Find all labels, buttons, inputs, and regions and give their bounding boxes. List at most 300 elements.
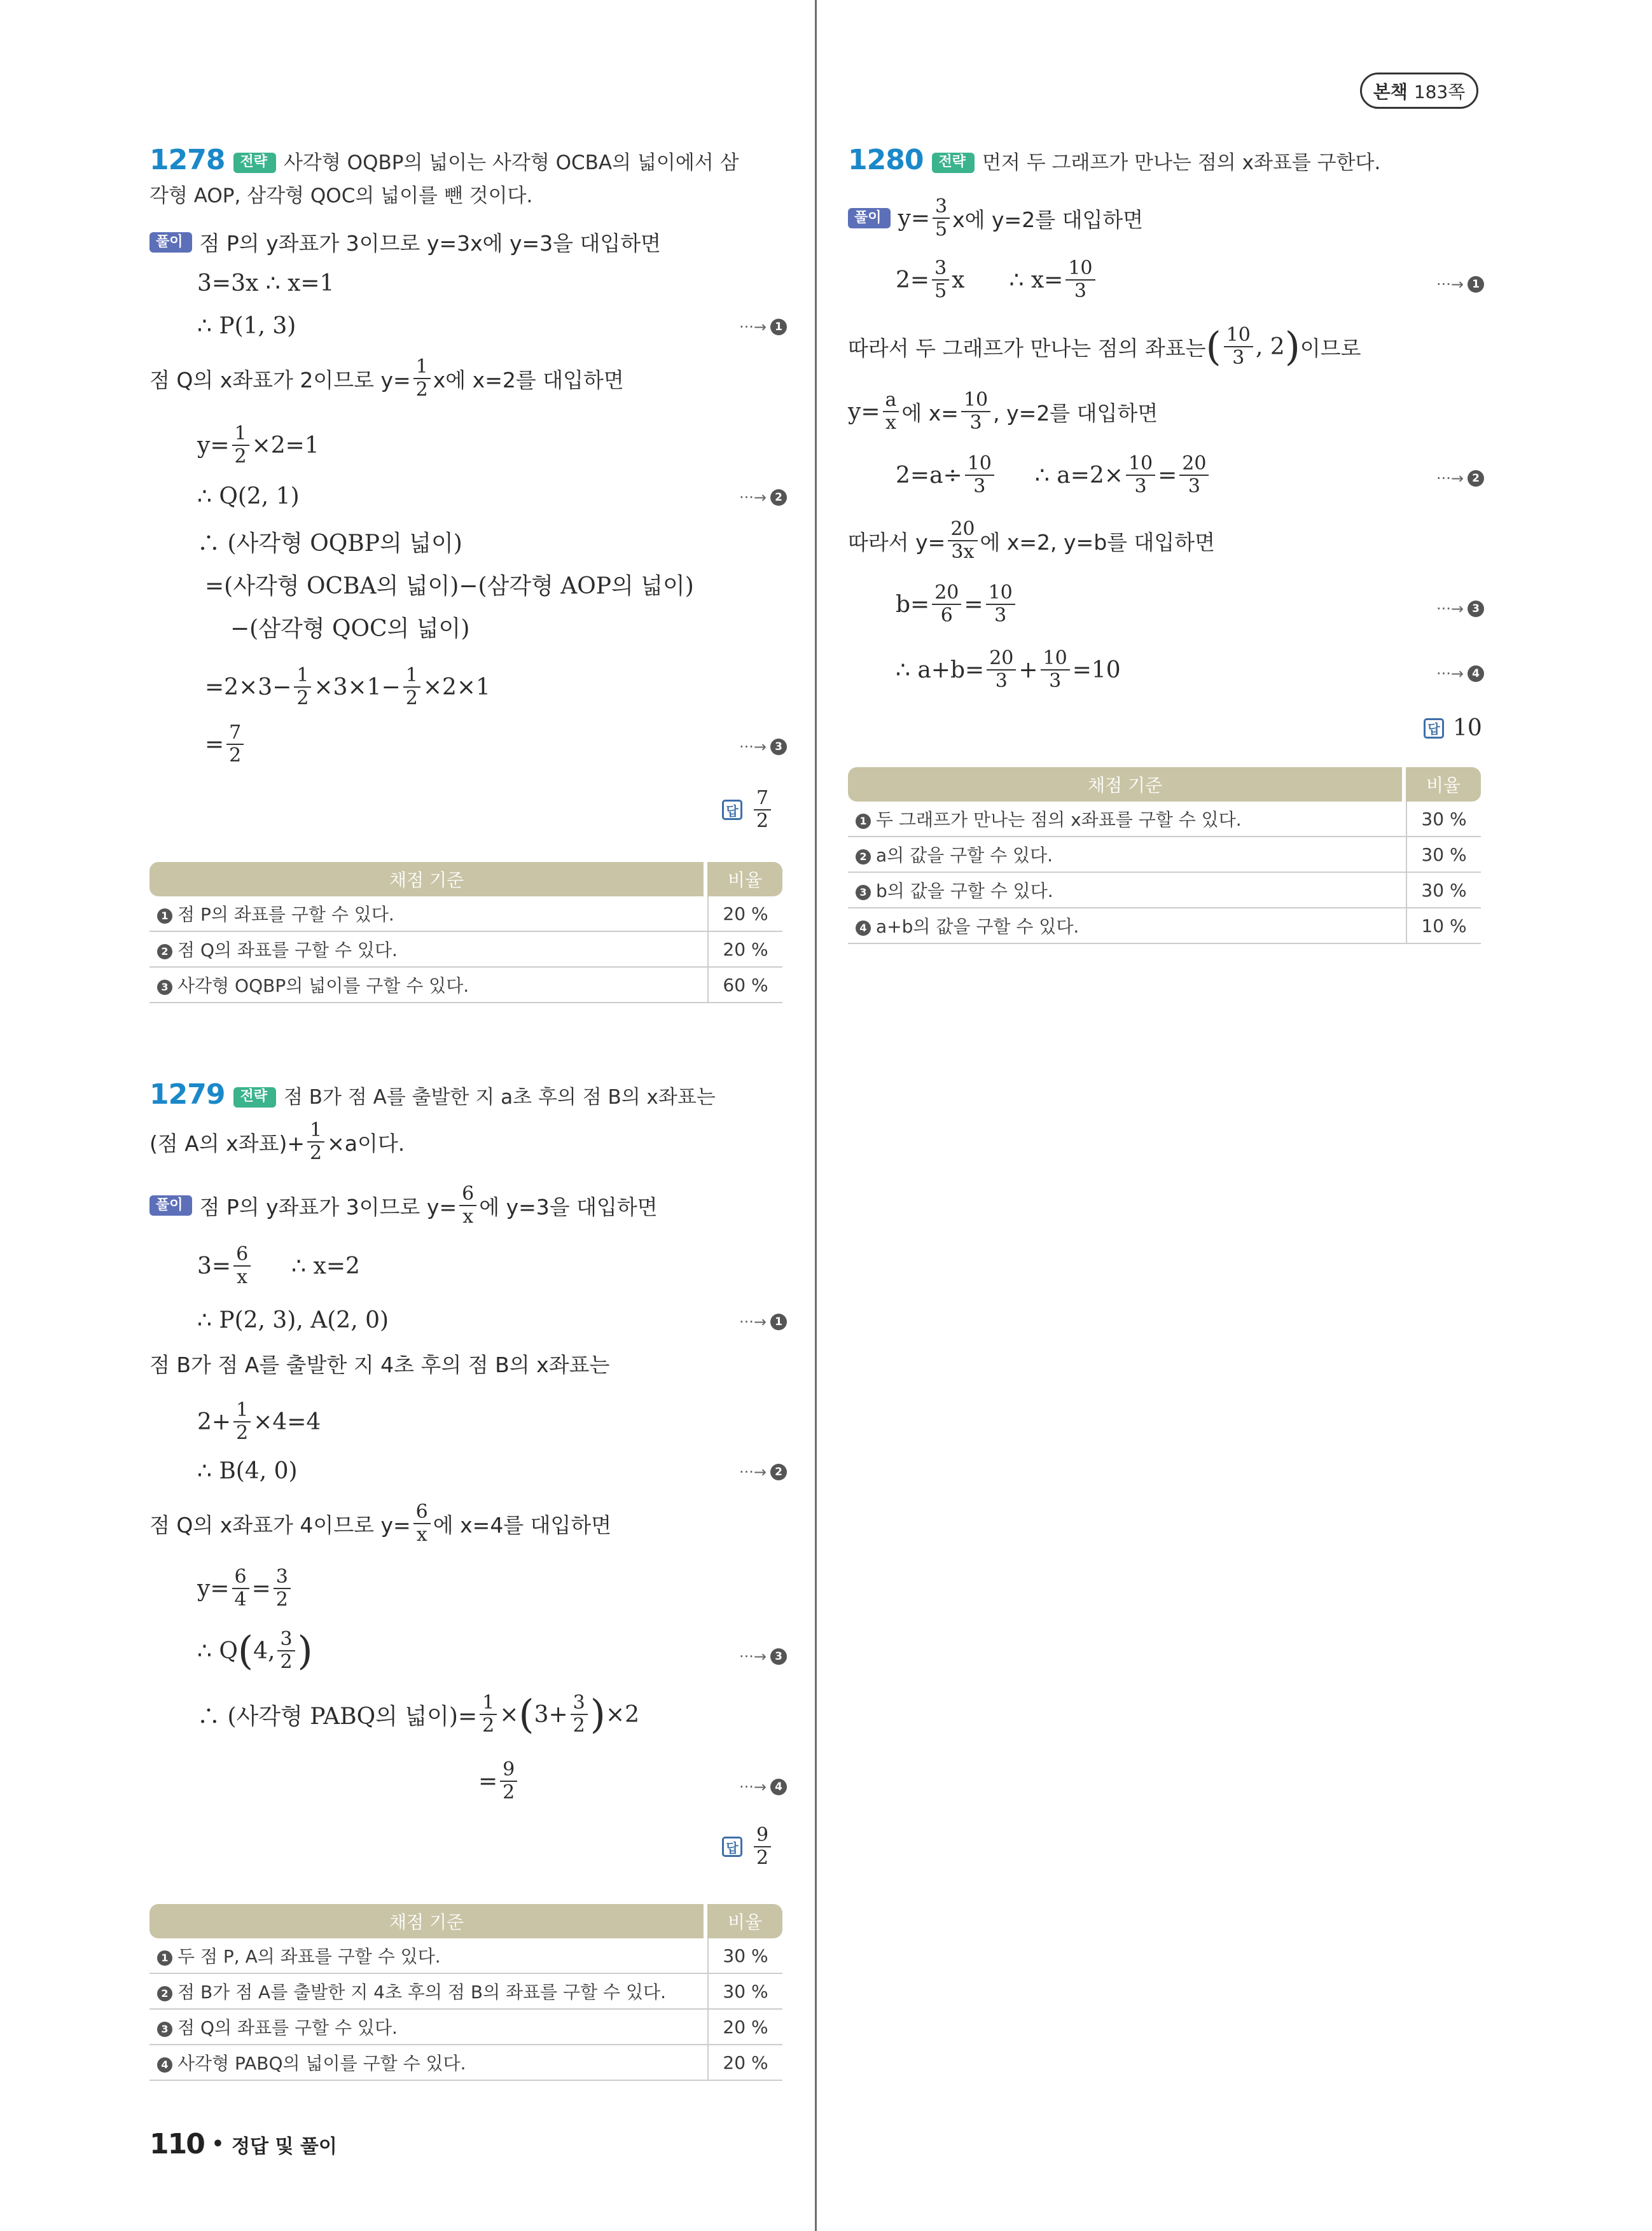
step-number: 2: [770, 1464, 787, 1480]
paren: ): [1284, 323, 1300, 370]
solution-line: [149, 227, 661, 257]
numerator: 6: [232, 1566, 249, 1589]
paren: ): [297, 1627, 313, 1674]
answer-1280: [1424, 715, 1482, 741]
fraction: [232, 423, 249, 468]
numerator: 1: [403, 665, 420, 688]
ratio-cell: 30 %: [1406, 802, 1481, 837]
numerator: 20: [1179, 453, 1209, 476]
step-marker-3: [1436, 600, 1484, 618]
solution-text: 에 y=3을 대입하면: [479, 1194, 658, 1220]
denominator: 2: [236, 1422, 249, 1444]
criteria-text: b의 값을 구할 수 있다.: [876, 880, 1053, 901]
fraction: [932, 582, 961, 627]
step-marker-3: [739, 1648, 787, 1665]
denominator: 3: [973, 475, 986, 497]
denominator: 2: [405, 687, 418, 709]
equation-line: ∴ Q(2, 1): [197, 483, 300, 510]
criteria-cell: [848, 837, 1406, 873]
criteria-cell: [149, 932, 707, 968]
numerator: 6: [459, 1183, 476, 1206]
solution-tag: 풀이: [848, 208, 891, 228]
step-arrow: ···→: [739, 738, 767, 756]
solution-text: 따라서 y=: [848, 529, 946, 555]
equation-text: ×2×1: [422, 674, 490, 700]
equation-text: , 2: [1255, 333, 1285, 360]
ratio-header-cell: 비율: [707, 1904, 782, 1938]
denominator: 2: [482, 1714, 495, 1737]
strategy-text: 사각형 OQBP의 넓이는 사각형 OCBA의 넓이에서 삼: [283, 151, 739, 174]
equation-text: ∴ Q: [197, 1637, 238, 1664]
step-number: 1: [157, 908, 172, 924]
footer-separator: •: [211, 2133, 225, 2155]
solution-text: , y=2를 대입하면: [993, 400, 1158, 426]
solution-text: 에 x=4를 대입하면: [433, 1512, 612, 1538]
ratio-cell: 20 %: [707, 2045, 782, 2081]
criteria-table-1280: [848, 767, 1481, 944]
strategy-text: 먼저 두 그래프가 만나는 점의 x좌표를 구한다.: [982, 151, 1381, 174]
fraction: [987, 648, 1016, 692]
equation-line: [197, 1566, 293, 1611]
fraction: [233, 1244, 251, 1288]
equation-line: ∴ P(2, 3), A(2, 0): [197, 1307, 389, 1333]
ratio-header-cell: 비율: [1406, 767, 1481, 802]
fraction: [932, 258, 949, 302]
equation-text: =: [478, 1768, 498, 1795]
criteria-header-cell: 채점 기준: [149, 1904, 707, 1938]
denominator: 3: [1134, 475, 1147, 497]
answer-1279: [722, 1824, 774, 1869]
step-arrow: ···→: [739, 1778, 767, 1796]
fraction: [948, 518, 977, 563]
strategy-text: (점 A의 x좌표)+: [149, 1130, 305, 1156]
equation-line: ∴ B(4, 0): [197, 1458, 298, 1484]
step-number: 1: [770, 1314, 787, 1330]
criteria-row: [149, 896, 782, 932]
equation-line: [197, 1629, 313, 1673]
equation-line: [478, 1759, 520, 1804]
solution-line: [149, 356, 624, 401]
numerator: 1: [307, 1120, 324, 1143]
numerator: 3: [932, 258, 949, 281]
fraction: [277, 1629, 295, 1673]
step-arrow: ···→: [739, 1648, 767, 1665]
solution-line: [149, 1349, 609, 1379]
step-marker-2: [739, 1463, 787, 1481]
numerator: 9: [500, 1759, 517, 1782]
ratio-cell: 20 %: [707, 896, 782, 932]
equation-text: ∴ a=2×: [1034, 462, 1123, 489]
paren: (: [237, 1627, 254, 1674]
ratio-cell: 30 %: [707, 1938, 782, 1974]
numerator: a: [883, 389, 899, 412]
numerator: 10: [961, 389, 990, 412]
denominator: 3: [1188, 475, 1200, 497]
equation-text: y=: [848, 398, 880, 425]
step-number: 1: [856, 814, 871, 829]
problem-1278-head: [149, 144, 786, 212]
step-number: 1: [157, 1950, 172, 1966]
equation-line: [896, 453, 1211, 497]
denominator: x: [237, 1266, 248, 1288]
numerator: 1: [413, 356, 431, 379]
criteria-text: a의 값을 구할 수 있다.: [876, 845, 1053, 866]
criteria-header-cell: 채점 기준: [149, 862, 707, 896]
ratio-cell: 30 %: [707, 1974, 782, 2010]
paren: (: [518, 1691, 534, 1737]
equation-line: [197, 1692, 639, 1737]
denominator: 3: [994, 604, 1007, 627]
equation-line: [197, 1244, 360, 1288]
fraction: [883, 389, 899, 434]
page-number: 110: [149, 2128, 204, 2160]
fraction: [1065, 258, 1095, 302]
solution-text: 이므로: [1300, 335, 1361, 361]
numerator: 1: [233, 1400, 251, 1422]
fraction: [226, 722, 244, 767]
numerator: 10: [1126, 453, 1155, 476]
step-number: 2: [856, 849, 871, 865]
step-arrow: ···→: [1436, 600, 1464, 618]
step-marker-3: [739, 738, 787, 756]
step-arrow: ···→: [1436, 469, 1464, 487]
criteria-row: [149, 932, 782, 968]
strategy-text-cont: 각형 AOP, 삼각형 QOC의 넓이를 뺀 것이다.: [149, 184, 533, 207]
solution-line: [848, 518, 1215, 563]
ratio-cell: 60 %: [707, 968, 782, 1003]
step-number: 3: [770, 739, 787, 755]
criteria-cell: [149, 968, 707, 1003]
solution-tag: 풀이: [149, 232, 192, 253]
step-number: 4: [856, 921, 871, 936]
denominator: 2: [415, 379, 428, 401]
numerator: 3: [274, 1566, 291, 1589]
criteria-text: 사각형 PABQ의 넓이를 구할 수 있다.: [177, 2053, 466, 2074]
ratio-header-cell: 비율: [707, 862, 782, 896]
criteria-text: 점 Q의 좌표를 구할 수 있다.: [177, 940, 398, 961]
answer-icon: 답: [722, 800, 742, 820]
numerator: 10: [986, 582, 1015, 605]
equation-text: ×: [499, 1701, 519, 1728]
denominator: 2: [756, 810, 769, 832]
solution-text: 점 B가 점 A를 출발한 지 4초 후의 점 B의 x좌표는: [149, 1352, 610, 1377]
criteria-row: [149, 1974, 782, 2010]
equation-text: =: [964, 591, 983, 618]
step-marker-2: [1436, 469, 1484, 487]
solution-text: 점 P의 y좌표가 3이므로 y=3x에 y=3을 대입하면: [199, 231, 662, 256]
step-number: 2: [770, 489, 787, 506]
numerator: 7: [754, 788, 771, 810]
numerator: 1: [294, 665, 311, 688]
criteria-table-1279: [149, 1904, 782, 2081]
equation-text: =10: [1072, 657, 1121, 683]
strategy-tag: 전략: [932, 153, 975, 173]
criteria-cell: [149, 2045, 707, 2081]
step-marker-4: [1436, 665, 1484, 683]
fraction: [413, 356, 431, 401]
criteria-row: [149, 968, 782, 1003]
criteria-row: [149, 2010, 782, 2045]
numerator: 3: [933, 196, 950, 219]
equation-line: [896, 258, 1098, 302]
equation-text: 2=a÷: [896, 462, 962, 489]
denominator: 3: [1232, 347, 1245, 369]
criteria-text: a+b의 값을 구할 수 있다.: [876, 916, 1079, 937]
answer-icon: 답: [1424, 718, 1444, 739]
step-number: 4: [770, 1779, 787, 1795]
step-number: 3: [770, 1648, 787, 1665]
problem-1280-head: [848, 144, 1484, 179]
equation-text: y=: [197, 432, 230, 459]
step-number: 3: [157, 980, 172, 995]
step-arrow: ···→: [739, 489, 767, 506]
equation-text: y=: [898, 205, 931, 232]
denominator: 2: [573, 1714, 585, 1737]
numerator: 20: [948, 518, 977, 541]
problem-number: 1280: [848, 144, 924, 176]
criteria-header: [149, 1904, 782, 1938]
step-number: 3: [157, 2022, 172, 2037]
answer-fraction: [754, 1824, 771, 1869]
fraction: [413, 1501, 431, 1546]
equation-text: ×4=4: [253, 1408, 321, 1435]
ratio-cell: 10 %: [1406, 908, 1481, 944]
equation-text: 2+: [197, 1408, 232, 1435]
equation-line: [896, 648, 1121, 692]
step-number: 4: [157, 2057, 172, 2073]
numerator: 1: [232, 423, 249, 446]
criteria-cell: [848, 802, 1406, 837]
step-arrow: ···→: [739, 1463, 767, 1481]
step-marker-1: [739, 318, 787, 336]
denominator: 2: [275, 1588, 288, 1611]
equation-line: [197, 423, 319, 468]
step-number: 1: [770, 319, 787, 335]
fraction: [965, 453, 994, 497]
solution-text: x에 y=2를 대입하면: [952, 207, 1144, 232]
footer-section: 정답 및 풀이: [232, 2135, 337, 2158]
equation-line: [205, 665, 490, 709]
column-divider: [815, 0, 817, 2231]
criteria-row: [848, 908, 1481, 944]
criteria-row: [149, 1938, 782, 1974]
solution-text: 에 x=: [901, 400, 959, 426]
fraction: [961, 389, 990, 434]
criteria-cell: [848, 873, 1406, 908]
criteria-text: 점 Q의 좌표를 구할 수 있다.: [177, 2017, 398, 2038]
solution-text: 점 Q의 x좌표가 2이므로 y=: [149, 367, 411, 393]
numerator: 3: [571, 1692, 588, 1715]
equation-line: −(삼각형 QOC의 넓이): [230, 616, 470, 642]
problem-1279-head: [149, 1078, 786, 1114]
paren: (: [1205, 323, 1221, 370]
solution-text: 따라서 두 그래프가 만나는 점의 좌표는: [848, 335, 1206, 361]
criteria-cell: [149, 896, 707, 932]
step-number: 1: [1468, 276, 1484, 293]
criteria-text: 점 P의 좌표를 구할 수 있다.: [177, 904, 394, 925]
step-number: 2: [157, 944, 172, 959]
denominator: 2: [310, 1142, 323, 1164]
numerator: 7: [226, 722, 244, 745]
fraction: [1126, 453, 1155, 497]
criteria-cell: [848, 908, 1406, 944]
equation-text: y=: [197, 1575, 230, 1602]
denominator: x: [416, 1524, 427, 1546]
step-arrow: ···→: [739, 1313, 767, 1331]
answer-1278: [722, 788, 774, 832]
step-marker-4: [739, 1778, 787, 1796]
equation-text: 3+: [534, 1701, 568, 1728]
answer-value: 10: [1453, 715, 1482, 741]
equation-text: ∴ x=: [1009, 267, 1064, 293]
fraction: [480, 1692, 497, 1737]
strategy-tag: 전략: [233, 1087, 276, 1108]
equation-text: =: [1158, 462, 1177, 489]
equation-text: ∴ x=2: [291, 1253, 360, 1279]
step-marker-2: [739, 489, 787, 506]
ratio-cell: 30 %: [1406, 837, 1481, 873]
denominator: 3: [1074, 280, 1086, 302]
denominator: 3: [1049, 670, 1062, 692]
numerator: 10: [1065, 258, 1095, 281]
solution-tag: 풀이: [149, 1195, 192, 1216]
step-marker-1: [739, 1313, 787, 1331]
denominator: 4: [234, 1588, 247, 1611]
fraction: [294, 665, 311, 709]
solution-line: [848, 389, 1158, 434]
page-ref-page: 183쪽: [1413, 81, 1466, 102]
equation-text: 2=: [896, 267, 930, 293]
equation-line: [896, 582, 1018, 627]
ratio-cell: 20 %: [707, 2010, 782, 2045]
criteria-text: 두 그래프가 만나는 점의 x좌표를 구할 수 있다.: [876, 809, 1242, 830]
step-number: 4: [1468, 665, 1484, 682]
fraction: [1224, 324, 1253, 369]
answer-fraction: [754, 788, 771, 832]
criteria-text: 점 B가 점 A를 출발한 지 4초 후의 점 B의 좌표를 구할 수 있다.: [177, 1982, 667, 2003]
equation-text: ×2=1: [251, 432, 319, 459]
criteria-cell: [149, 1974, 707, 2010]
equation-text: x: [952, 267, 965, 293]
fraction: [933, 196, 950, 240]
step-arrow: ···→: [1436, 665, 1464, 683]
fraction: [403, 665, 420, 709]
strategy-tag: 전략: [233, 153, 276, 173]
step-number: 2: [157, 1986, 172, 2001]
solution-line: [848, 324, 1361, 369]
fraction: [1179, 453, 1209, 497]
fraction: [274, 1566, 291, 1611]
numerator: 10: [1041, 648, 1070, 671]
denominator: 3: [969, 412, 982, 434]
fraction: [1041, 648, 1070, 692]
fraction: [232, 1566, 249, 1611]
denominator: 2: [756, 1847, 769, 1869]
equation-line: [205, 722, 246, 767]
criteria-header-cell: 채점 기준: [848, 767, 1406, 802]
step-arrow: ···→: [739, 318, 767, 336]
equation-text: =: [251, 1575, 271, 1602]
equation-text: 3=: [197, 1253, 232, 1279]
answer-icon: 답: [722, 1837, 742, 1857]
numerator: 6: [413, 1501, 431, 1524]
strategy-line: [149, 1120, 405, 1164]
problem-number: 1279: [149, 1078, 225, 1111]
step-number: 3: [1468, 601, 1484, 617]
equation-text: =: [205, 731, 225, 758]
equation-text: ∴ a+b=: [896, 657, 985, 683]
criteria-header: [149, 862, 782, 896]
criteria-row: [848, 873, 1481, 908]
page-reference-badge: [1360, 73, 1478, 109]
numerator: 10: [1224, 324, 1253, 347]
denominator: 2: [503, 1781, 515, 1804]
denominator: 2: [296, 687, 309, 709]
strategy-text: ×a이다.: [327, 1130, 405, 1156]
ratio-cell: 30 %: [1406, 873, 1481, 908]
numerator: 1: [480, 1692, 497, 1715]
solution-line: [149, 1183, 658, 1228]
page-ref-label: 본책: [1373, 81, 1408, 102]
denominator: 3: [995, 670, 1008, 692]
step-number: 3: [856, 885, 871, 900]
fraction: [459, 1183, 476, 1228]
denominator: 5: [934, 280, 947, 302]
equation-line: ∴ P(1, 3): [197, 313, 296, 339]
denominator: x: [462, 1206, 474, 1228]
solution-line: [848, 196, 1143, 240]
criteria-row: [149, 2045, 782, 2081]
criteria-row: [848, 837, 1481, 873]
criteria-text: 두 점 P, A의 좌표를 구할 수 있다.: [177, 1946, 441, 1967]
denominator: x: [885, 412, 896, 434]
equation-text: +: [1018, 657, 1038, 683]
solution-text: x에 x=2를 대입하면: [433, 367, 624, 393]
numerator: 20: [932, 582, 961, 605]
criteria-table-1278: [149, 862, 782, 1003]
equation-line: ∴ (사각형 OQBP의 넓이): [197, 531, 462, 557]
fraction: [571, 1692, 588, 1737]
solution-text: 점 P의 y좌표가 3이므로 y=: [199, 1194, 457, 1220]
denominator: 2: [234, 445, 247, 468]
denominator: 2: [280, 1651, 293, 1673]
equation-text: ∴ (사각형 PABQ의 넓이)=: [197, 1703, 478, 1730]
numerator: 3: [277, 1629, 295, 1651]
ratio-cell: 20 %: [707, 932, 782, 968]
solution-line: [149, 1501, 611, 1546]
numerator: 20: [987, 648, 1016, 671]
fraction: [307, 1120, 324, 1164]
equation-line: 3=3x ∴ x=1: [197, 270, 335, 296]
criteria-text: 사각형 OQBP의 넓이를 구할 수 있다.: [177, 975, 469, 996]
page-footer: [149, 2128, 337, 2160]
fraction: [233, 1400, 251, 1444]
criteria-cell: [149, 2010, 707, 2045]
equation-text: ×2: [605, 1701, 640, 1728]
solution-text: 에 x=2, y=b를 대입하면: [980, 529, 1216, 555]
step-marker-1: [1436, 275, 1484, 293]
denominator: 6: [940, 604, 953, 627]
equation-line: =(사각형 OCBA의 넓이)−(삼각형 AOP의 넓이): [205, 573, 694, 599]
denominator: 5: [935, 218, 948, 240]
criteria-header: [848, 767, 1481, 802]
equation-line: [197, 1400, 321, 1444]
denominator: 2: [229, 744, 242, 767]
equation-text: b=: [896, 591, 930, 618]
fraction: [500, 1759, 517, 1804]
paren: ): [590, 1691, 606, 1737]
equation-text: =2×3−: [205, 674, 292, 700]
